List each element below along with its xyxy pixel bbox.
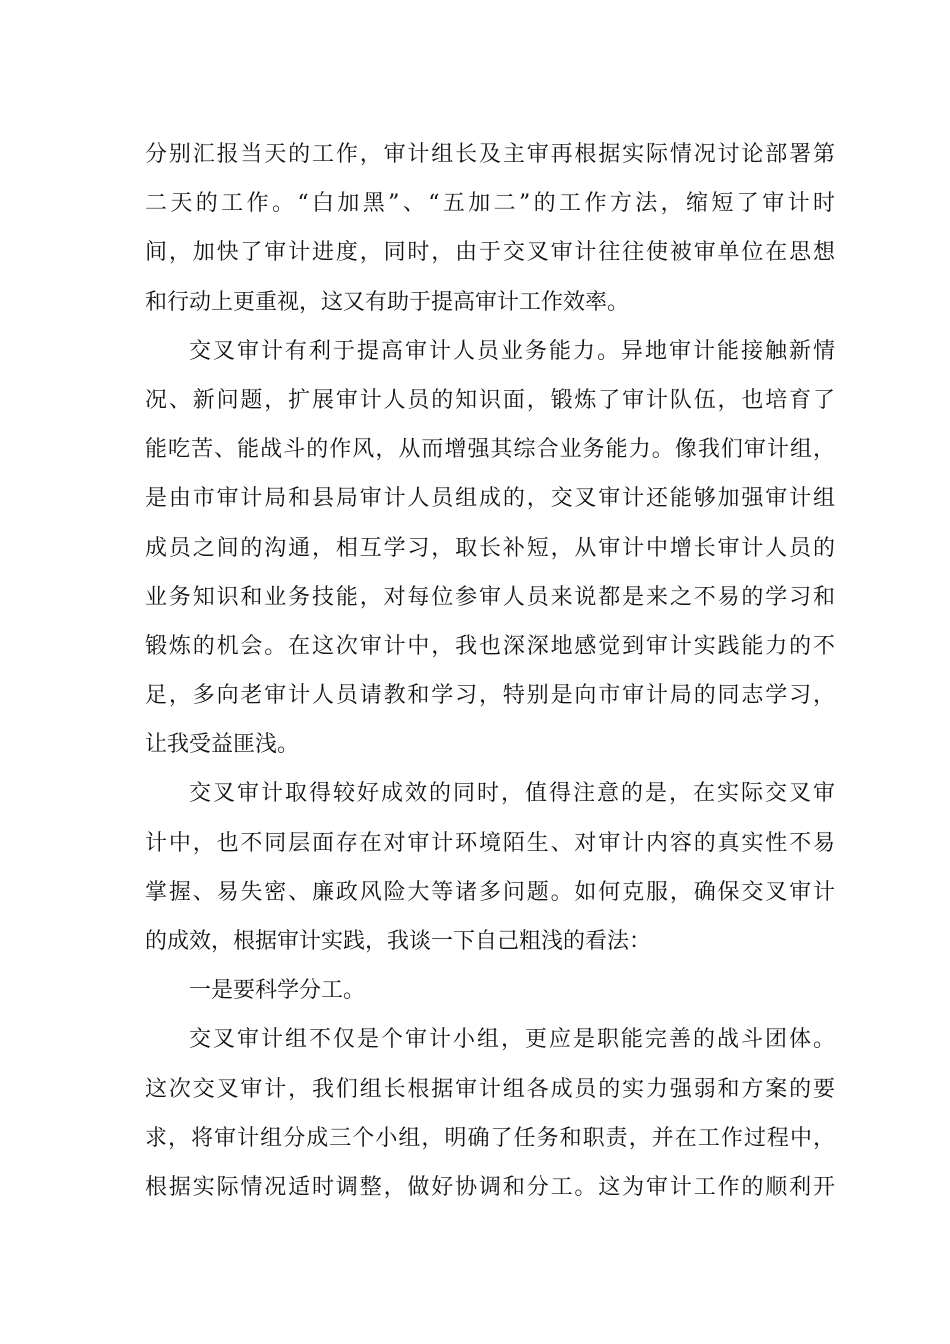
text-line: 间，加快了审计进度，同时，由于交叉审计往往使被审单位在思想 [145,240,835,266]
text-line: 和行动上更重视，这又有助于提高审计工作效率。 [145,289,630,315]
text-line: 能吃苦、能战斗的作风，从而增强其综合业务能力。像我们审计组， [145,437,835,463]
text-line: 掌握、易失密、廉政风险大等诸多问题。如何克服，确保交叉审计 [145,879,835,905]
text-line: 根据实际情况适时调整，做好协调和分工。这为审计工作的顺利开 [145,1174,835,1200]
text-line: 二天的工作。“白加黑”、“五加二”的工作方法，缩短了审计时 [145,191,835,217]
text-line: 的成效，根据审计实践，我谈一下自己粗浅的看法： [145,929,652,954]
text-line: 成员之间的沟通，相互学习，取长补短，从审计中增长审计人员的 [145,535,835,561]
text-line: 业务知识和业务技能，对每位参审人员来说都是来之不易的学习和 [145,584,835,610]
text-line: 锻炼的机会。在这次审计中，我也深深地感觉到审计实践能力的不 [145,633,835,659]
text-line: 计中，也不同层面存在对审计环境陌生、对审计内容的真实性不易 [145,830,835,856]
text-line: 求，将审计组分成三个小组，明确了任务和职责，并在工作过程中， [145,1125,835,1151]
section-heading: 一是要科学分工。 [189,978,366,1004]
text-line: 是由市审计局和县局审计人员组成的，交叉审计还能够加强审计组 [145,486,835,512]
paragraph-first-line: 交叉审计组不仅是个审计小组，更应是职能完善的战斗团体。 [189,1027,835,1053]
text-line: 况、新问题，扩展审计人员的知识面，锻炼了审计队伍，也培育了 [145,387,835,413]
paragraph-first-line: 交叉审计有利于提高审计人员业务能力。异地审计能接触新情 [189,338,835,364]
text-line: 分别汇报当天的工作，审计组长及主审再根据实际情况讨论部署第 [145,142,835,167]
text-line: 让我受益匪浅。 [145,732,300,758]
paragraph-first-line: 交叉审计取得较好成效的同时，值得注意的是，在实际交叉审 [189,781,835,807]
text-line: 这次交叉审计，我们组长根据审计组各成员的实力强弱和方案的要 [145,1076,835,1102]
document-body [145,130,835,1212]
text-line: 足，多向老审计人员请教和学习，特别是向市审计局的同志学习， [145,683,835,709]
